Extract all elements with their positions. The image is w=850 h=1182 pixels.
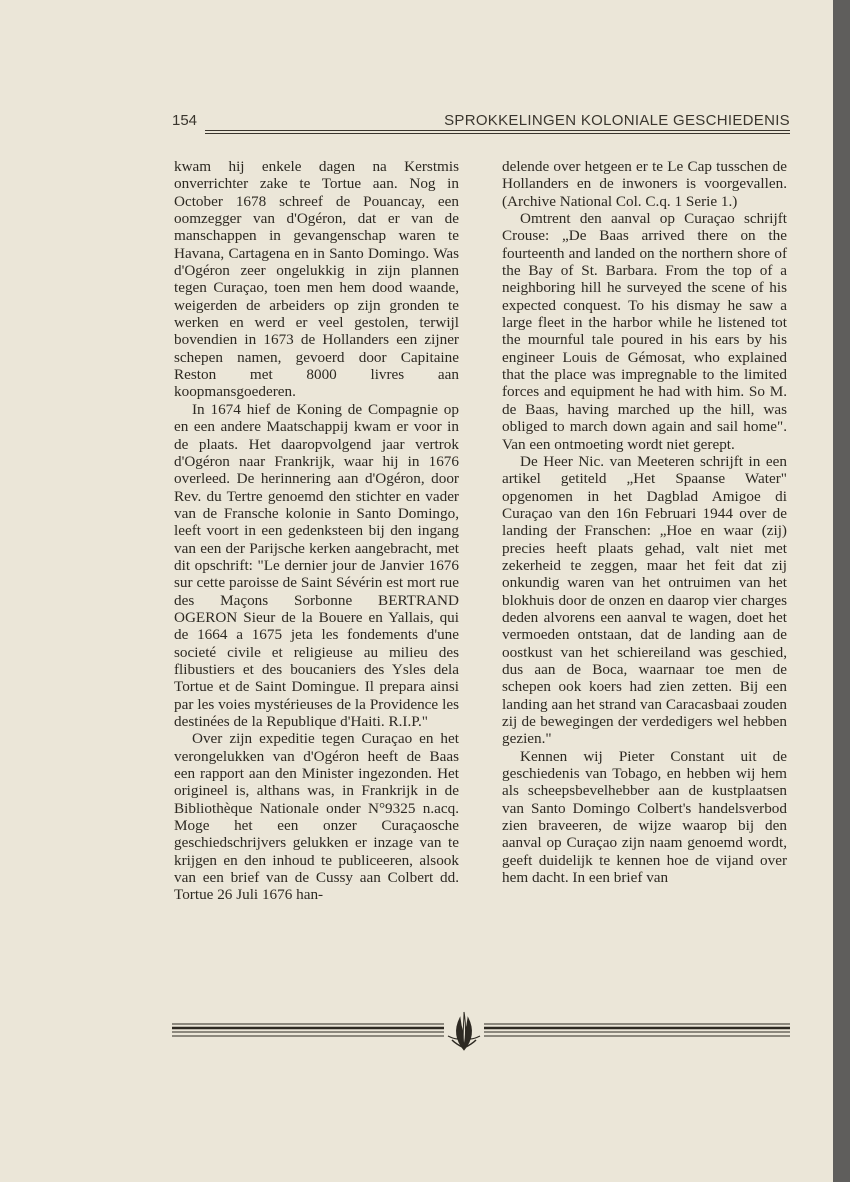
footer-ornament: [172, 1006, 790, 1056]
scan-margin: [833, 0, 850, 1182]
left-column: [174, 158, 459, 904]
running-title: SPROKKELINGEN KOLONIALE GESCHIEDENIS: [444, 112, 790, 129]
right-column: [502, 158, 787, 886]
left-paragraph-1: kwam hij enkele dagen na Kerstmis onverrichter zake te Tortue aan. Nog in October 1678 schreef de Pouancay, een oomzegger van d'Ogéron, dat er van de manschappen in gevangenschap waren te Havana, Cartagena en in Santo Domingo. Was d'Ogéron zeer ongelukkig in zijn plannen tegen Curaçao, toen men hem dood waande, weigerden de arbeiders op zijn gronden te werken en werd er veel gestolen, terwijl bovendien in 1673 de Hollanders een zijner schepen namen, gevoerd door Capitaine Reston met 8000 livres aan koopmansgoederen.: [174, 158, 459, 401]
header-rule: [205, 130, 790, 134]
left-paragraph-2: In 1674 hief de Koning de Compagnie op en een andere Maatschappij kwam er voor in de plaats. Het daaropvolgend jaar vertrok d'Ogéron naar Frankrijk, waar hij in 1676 overleed. De herinnering aan d'Ogéron, door Rev. du Tertre genoemd den stichter en vader van de Fransche kolonie in Santo Domingo, leeft voort in een gedenksteen bij den ingang van een der Parijsche kerken aangebracht, met dit opschrift: "Le dernier jour de Janvier 1676 sur cette paroisse de Saint Sévérin est mort rue des Maçons Sorbonne BERTRAND OGERON Sieur de la Bouere en Yallais, qui de 1664 a 1675 jeta les fondements d'une societé civile et religieuse au milieu des flibustiers et des boucaniers des Ysles dela Tortue et de Saint Domingue. Il prepara ainsi par les voies mystérieuses de la Providence les destinées de la Republique d'Haiti. R.I.P.": [174, 400, 459, 730]
right-paragraph-1: delende over hetgeen er te Le Cap tusschen de Hollanders en de inwoners is voorgevallen. (Archive National Col. C.q. 1 Serie 1.): [502, 158, 787, 210]
left-paragraph-3: Over zijn expeditie tegen Curaçao en het verongelukken van d'Ogéron heeft de Baas een rapport aan den Minister ingezonden. Het origineel is, althans was, in Frankrijk in de Bibliothèque Nationale onder N°9325 n.acq. Moge het een onzer Curaçaosche geschiedschrijvers gelukken er inzage van te krijgen en den inhoud te publiceeren, alsook van een brief van de Cussy aan Colbert dd. Tortue 26 Juli 1676 han-: [174, 730, 459, 904]
ornament-left-rules: [172, 1024, 444, 1036]
right-paragraph-2: Omtrent den aanval op Curaçao schrijft Crouse: „De Baas arrived there on the fourteenth and landed on the northern shore of the Bay of St. Barbara. From the top of a neighboring hill he surveyed the scene of his expected conquest. To his dismay he saw a large fleet in the harbor while he listened tot the mournful tale poured in his ears by his engineer Louis de Gémosat, who explained that the place was impregnable to the limited forces and equipment he had with him. So M. de Baas, having marched up the hill, was obliged to march down again and sail home". Van een ontmoeting wordt niet gerept.: [502, 210, 787, 453]
right-paragraph-3: De Heer Nic. van Meeteren schrijft in een artikel getiteld „Het Spaanse Water" opgenomen in het Dagblad Amigoe di Curaçao van den 16n Februari 1944 over de landing der Franschen: „Hoe en waar (zij) precies heeft plaats gehad, valt niet met zekerheid te zeggen, maar het feit dat zij onkundig waren van het ontruimen van het blokhuis door de onzen en daarop vier charges deden alvorens een aanval te wagen, doet het vermoeden ontstaan, dat de landing aan de oostkust van het schiereiland was geschied, dus aan de Boca, waarnaar toe men de schepen ook koers had zien zetten. Bij een landing aan het strand van Caracasbaai zouden zij de bewegingen der verdedigers wel hebben gezien.": [502, 452, 787, 748]
right-paragraph-4: Kennen wij Pieter Constant uit de geschiedenis van Tobago, en hebben wij hem als scheepsbevelhebber aan de kustplaatsen van Santo Domingo Colbert's handelsverbod zien braveeren, de wijze waarop bij den aanval op Curaçao zijn naam genoemd wordt, geeft duidelijk te kennen hoe de vijand over hem dacht. In een brief van: [502, 747, 787, 887]
flame-icon: [448, 1012, 480, 1050]
ornament-right-rules: [484, 1024, 790, 1036]
page-number: 154: [172, 112, 198, 129]
